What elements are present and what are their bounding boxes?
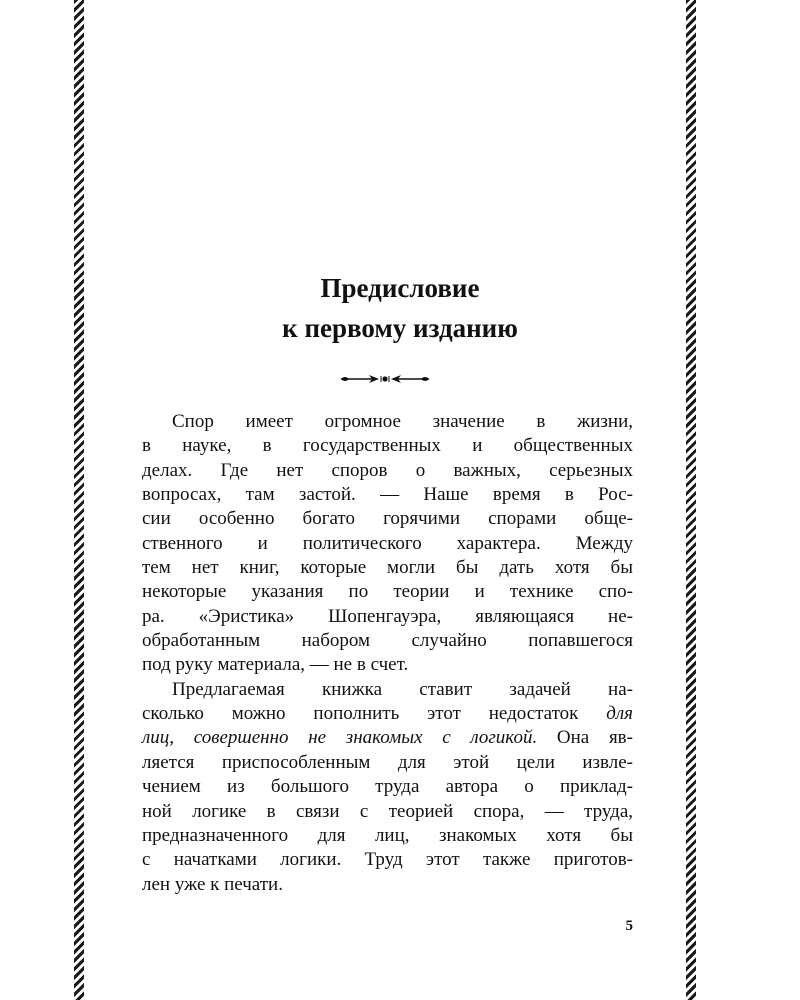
- ornament-divider: [339, 372, 431, 386]
- text-line: Предлагаемая книжка ставит задачей на-: [172, 678, 633, 700]
- page-number: 5: [625, 918, 633, 934]
- body-text: [142, 410, 633, 897]
- text-line: ляется приспособленным для этой цели извле-: [142, 751, 633, 773]
- right-border-rope: [686, 0, 696, 1000]
- text-line: предназначенного для лиц, знакомых хотя бы: [142, 824, 633, 846]
- text-line: обработанным набором случайно попавшегося: [142, 630, 633, 652]
- text-line: под руку материала, — не в счет.: [142, 654, 409, 676]
- heading-line-2: к первому изданию: [282, 313, 518, 343]
- text-line: ра. «Эристика» Шопенгауэра, являющаяся не-: [142, 605, 633, 627]
- italic-text: для: [606, 703, 633, 725]
- text-line: лен уже к печати.: [142, 873, 283, 895]
- text-line: [142, 726, 633, 750]
- text-line: тем нет книг, которые могли бы дать хотя бы: [142, 557, 633, 579]
- text-line: [142, 702, 633, 726]
- chapter-heading: [160, 268, 640, 348]
- italic-text: лиц, совершенно не знакомых с логикой.: [142, 727, 538, 749]
- text-line: некоторые указания по теории и технике спо-: [142, 581, 633, 603]
- text-line: Спор имеет огромное значение в жизни,: [172, 411, 633, 432]
- text-line: ной логике в связи с теорией спора, — труда,: [142, 800, 633, 822]
- text-line: с начатками логики. Труд этот также приготов-: [142, 849, 633, 871]
- text-line: сии особенно богато горячими спорами обще-: [142, 508, 633, 530]
- text-fragment: Она яв-: [537, 727, 633, 749]
- heading-line-1: Предисловие: [320, 273, 480, 303]
- text-line: делах. Где нет споров о важных, серьезных: [142, 459, 633, 481]
- text-line: вопросах, там застой. — Наше время в Рос-: [142, 484, 633, 506]
- text-line: чением из большого труда автора о приклад-: [142, 776, 633, 798]
- text-fragment: сколько можно пополнить этот недостаток: [142, 703, 607, 725]
- text-line: ственного и политического характера. Между: [142, 532, 633, 554]
- text-line: в науке, в государственных и общественных: [142, 435, 633, 457]
- left-border-rope: [74, 0, 84, 1000]
